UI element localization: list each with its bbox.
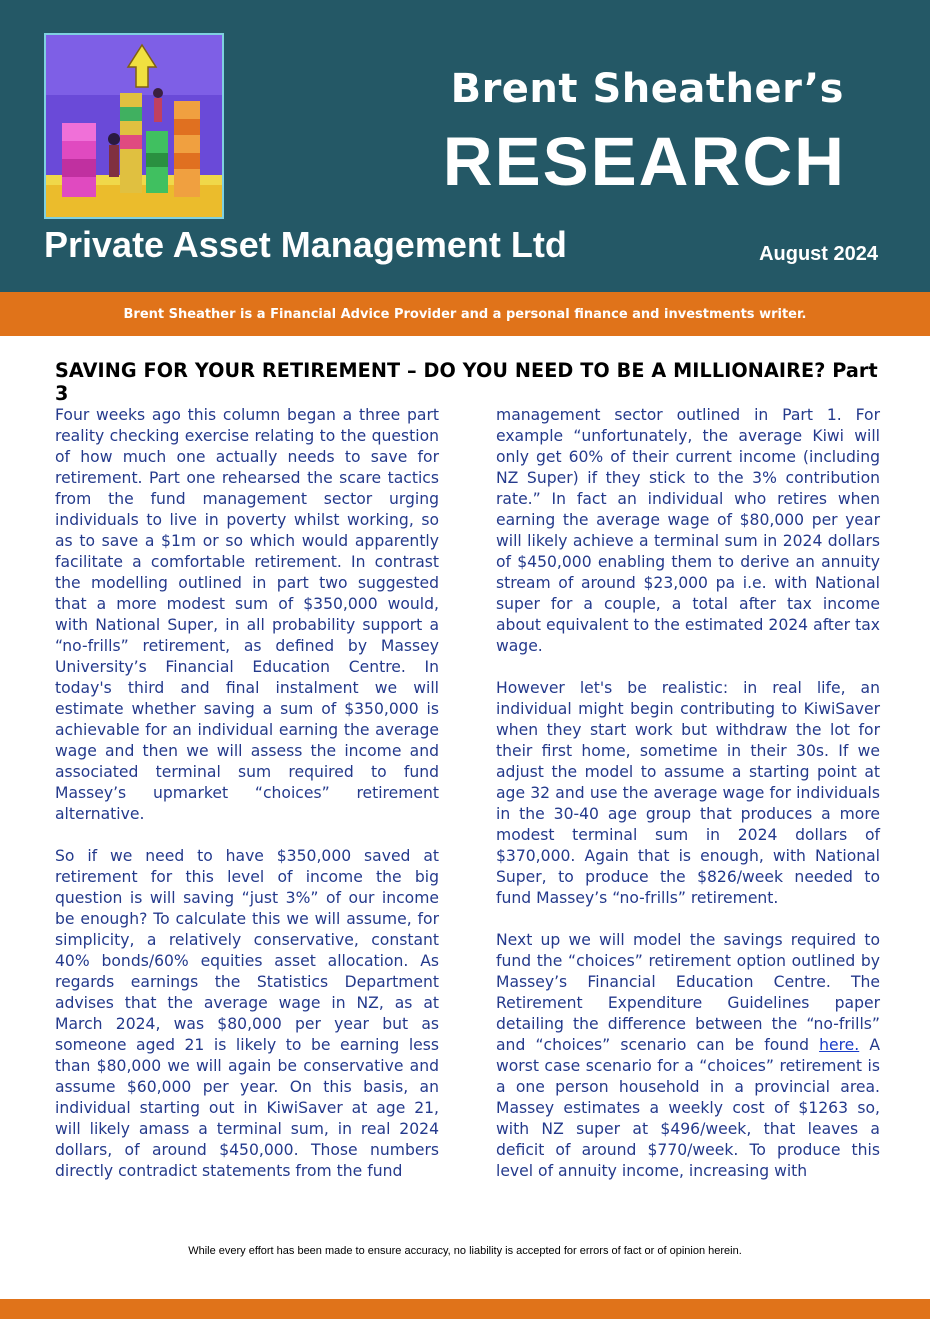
article-column-right bbox=[496, 405, 880, 1203]
paragraph: However let's be realistic: in real life, an individual might begin contributing to KiwiSaver when they start work but withdraw the lot for their first home, sometime in their 30s. If we adjust the model to assume a starting point at age 32 and use the average wage for individuals in the 30-40 age group that produces a more modest terminal sum in 2024 dollars of $370,000. Again that is enough, with National Super, to produce the $826/week needed to fund Massey’s “no-frills” retirement. bbox=[496, 679, 880, 907]
tagline-bar bbox=[0, 292, 930, 336]
guidelines-link[interactable]: here. bbox=[819, 1036, 860, 1054]
paragraph: management sector outlined in Part 1. For example “unfortunately, the average Kiwi will only get 60% of their current income (including NZ Super) if they stick to the 3% contribution rate.” In fact an individual who retires when earning the average wage of $80,000 per year will likely achieve a terminal sum in 2024 dollars of $450,000 enabling them to derive an annuity stream of around $23,000 pa i.e. with National super for a couple, a total after tax income about equivalent to the estimated 2024 after tax wage. bbox=[496, 406, 880, 655]
issue-date: August 2024 bbox=[759, 243, 878, 265]
footer-bar bbox=[0, 1299, 930, 1319]
logo-bar-chart-illustration bbox=[44, 33, 224, 219]
paragraph-text: A worst case scenario for a “choices” retirement is a one person household in a provincial area. Massey estimates a weekly cost of $1263 so, with NZ super at $496/week, that leaves a deficit of around $770/week. To produce this level of annuity income, increasing with bbox=[496, 1036, 880, 1180]
publication-title: RESEARCH bbox=[442, 123, 846, 200]
paragraph bbox=[496, 930, 880, 1182]
article-headline: SAVING FOR YOUR RETIREMENT – DO YOU NEED TO BE A MILLIONAIRE? Part 3 bbox=[55, 359, 878, 405]
company-name: Private Asset Management Ltd bbox=[44, 224, 567, 265]
article-column-left bbox=[55, 405, 439, 1203]
masthead bbox=[0, 0, 930, 292]
paragraph: Four weeks ago this column began a three part reality checking exercise relating to the question of how much one actually needs to save for retirement. Part one rehearsed the scare tactics from the fund management sector urging individuals to live in poverty whilst working, so as to save a $1m or so which would apparently facilitate a comfortable retirement. In contrast the modelling outlined in part two suggested that a more modest sum of $350,000 would, with National Super, in all probability support a “no-frills” retirement, as defined by Massey University’s Financial Education Centre. In today's third and final instalment we will estimate whether saving a sum of $350,000 is achievable for an individual earning the average wage and then we will assess the income and associated terminal sum required to fund Massey’s upmarket “choices” retirement alternative. bbox=[55, 406, 439, 823]
disclaimer: While every effort has been made to ensure accuracy, no liability is accepted for errors of fact or of opinion herein. bbox=[188, 1245, 742, 1257]
brand-name: Brent Sheather’s bbox=[450, 66, 844, 112]
paragraph-text: Next up we will model the savings required to fund the “choices” retirement option outlined by Massey’s Financial Education Centre. The Retirement Expenditure Guidelines paper detailing the difference between the “no-frills” and “choices” scenario can be found bbox=[496, 931, 880, 1054]
tagline: Brent Sheather is a Financial Advice Provider and a personal finance and investments writer. bbox=[123, 306, 807, 322]
paragraph: So if we need to have $350,000 saved at retirement for this level of income the big question is will saving “just 3%” of our income be enough? To calculate this we will assume, for simplicity, a relatively conservative, constant 40% bonds/60% equities asset allocation. As regards earnings the Statistics Department advises that the average wage in NZ, as at March 2024, was $80,000 per year but as someone aged 21 is likely to be earning less than $80,000 we will again be conservative and assume $60,000 per year. On this basis, an individual starting out in KiwiSaver at age 21, will likely amass a terminal sum, in real 2024 dollars, of around $450,000. Those numbers directly contradict statements from the fund bbox=[55, 847, 439, 1180]
